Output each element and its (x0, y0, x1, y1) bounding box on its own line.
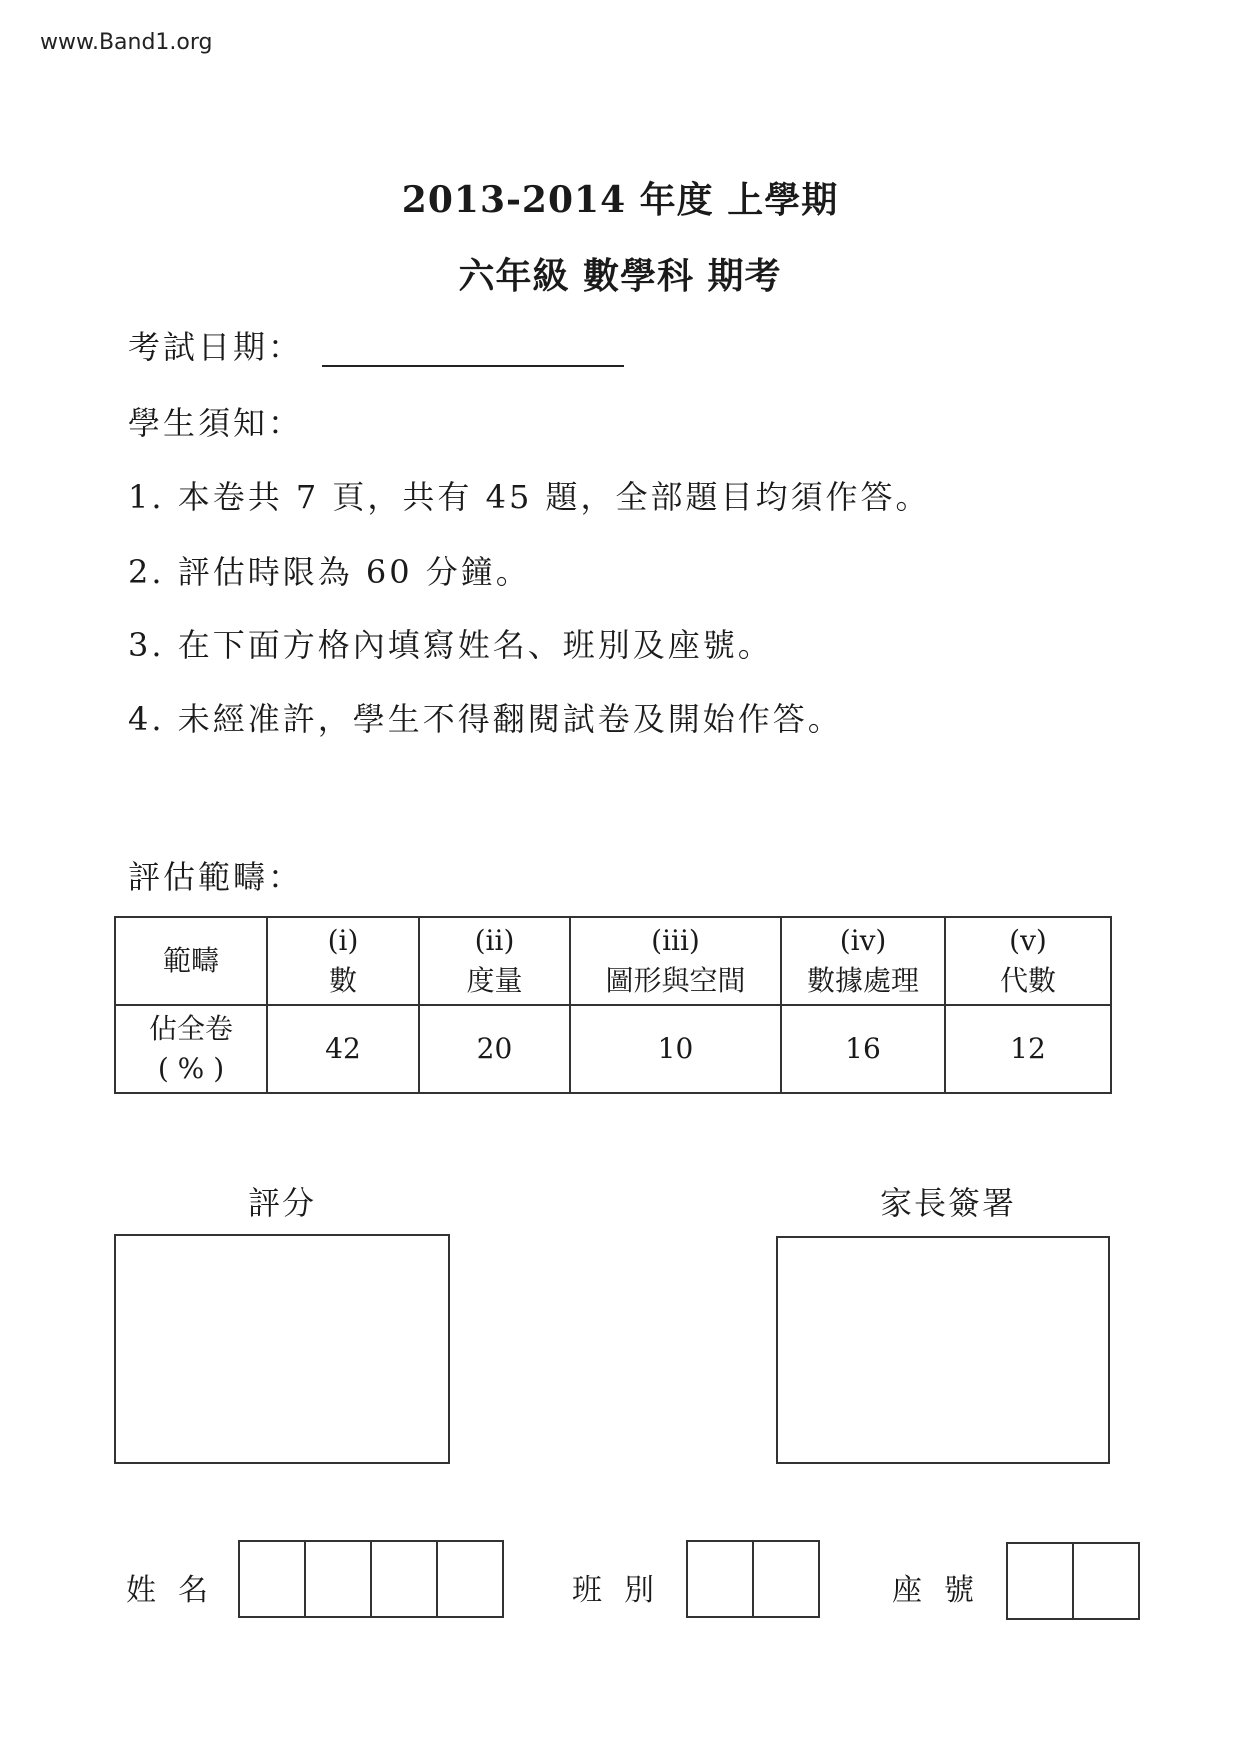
seat-cell[interactable] (1008, 1544, 1074, 1618)
exam-title-subject: 六年級 數學科 期考 (458, 255, 782, 297)
scope-title: 評估範疇： (128, 858, 304, 896)
column-name: 數據處理 (806, 964, 919, 997)
row-header-percent (115, 1005, 267, 1093)
column-header (267, 917, 419, 1005)
assessment-scope-table (114, 916, 1112, 1094)
exam-date-label: 考試日期： (128, 328, 304, 366)
class-input-boxes[interactable] (686, 1540, 820, 1618)
row-header-percent-line2: ( % ) (157, 1052, 225, 1085)
percent-cell: 16 (781, 1005, 945, 1093)
column-header (781, 917, 945, 1005)
table-row (115, 1005, 1111, 1093)
name-cell[interactable] (438, 1542, 502, 1616)
notice-item: 2. 評估時限為 60 分鐘。 (128, 553, 531, 591)
score-label: 評分 (248, 1184, 317, 1222)
column-number: (ii) (474, 924, 515, 957)
exam-date-input-line[interactable] (322, 365, 624, 367)
seat-cell[interactable] (1074, 1544, 1138, 1618)
column-name: 度量 (466, 964, 523, 997)
exam-title-year: 2013-2014 年度 上學期 (401, 179, 839, 221)
table-row (115, 917, 1111, 1005)
name-cell[interactable] (306, 1542, 372, 1616)
row-header-scope: 範疇 (115, 917, 267, 1005)
seat-input-boxes[interactable] (1006, 1542, 1140, 1620)
notice-title: 學生須知： (128, 404, 304, 442)
name-input-boxes[interactable] (238, 1540, 504, 1618)
score-box[interactable] (114, 1234, 450, 1464)
watermark-url: www.Band1.org (40, 30, 213, 55)
notice-item: 3. 在下面方格內填寫姓名、班別及座號。 (128, 626, 773, 664)
parent-signature-box[interactable] (776, 1236, 1110, 1464)
column-number: (i) (327, 924, 359, 957)
notice-item: 1. 本卷共 7 頁，共有 45 題，全部題目均須作答。 (128, 478, 931, 516)
percent-cell: 20 (419, 1005, 570, 1093)
parent-signature-label: 家長簽署 (880, 1184, 1017, 1222)
name-label: 姓名 (126, 1573, 230, 1608)
percent-cell: 10 (570, 1005, 781, 1093)
class-cell[interactable] (688, 1542, 754, 1616)
column-name: 數 (328, 964, 357, 997)
column-number: (v) (1009, 924, 1047, 957)
column-header (945, 917, 1111, 1005)
percent-cell: 12 (945, 1005, 1111, 1093)
column-name: 代數 (999, 964, 1056, 997)
column-header (570, 917, 781, 1005)
class-label: 班別 (572, 1573, 676, 1608)
column-number: (iv) (839, 924, 887, 957)
percent-cell: 42 (267, 1005, 419, 1093)
notice-item: 4. 未經准許，學生不得翻閱試卷及開始作答。 (128, 700, 843, 738)
column-number: (iii) (651, 924, 700, 957)
name-cell[interactable] (372, 1542, 438, 1616)
class-cell[interactable] (754, 1542, 818, 1616)
row-header-percent-line1: 佔全卷 (148, 1012, 233, 1045)
name-cell[interactable] (240, 1542, 306, 1616)
column-header (419, 917, 570, 1005)
column-name: 圖形與空間 (605, 964, 746, 997)
seat-label: 座號 (892, 1573, 996, 1608)
